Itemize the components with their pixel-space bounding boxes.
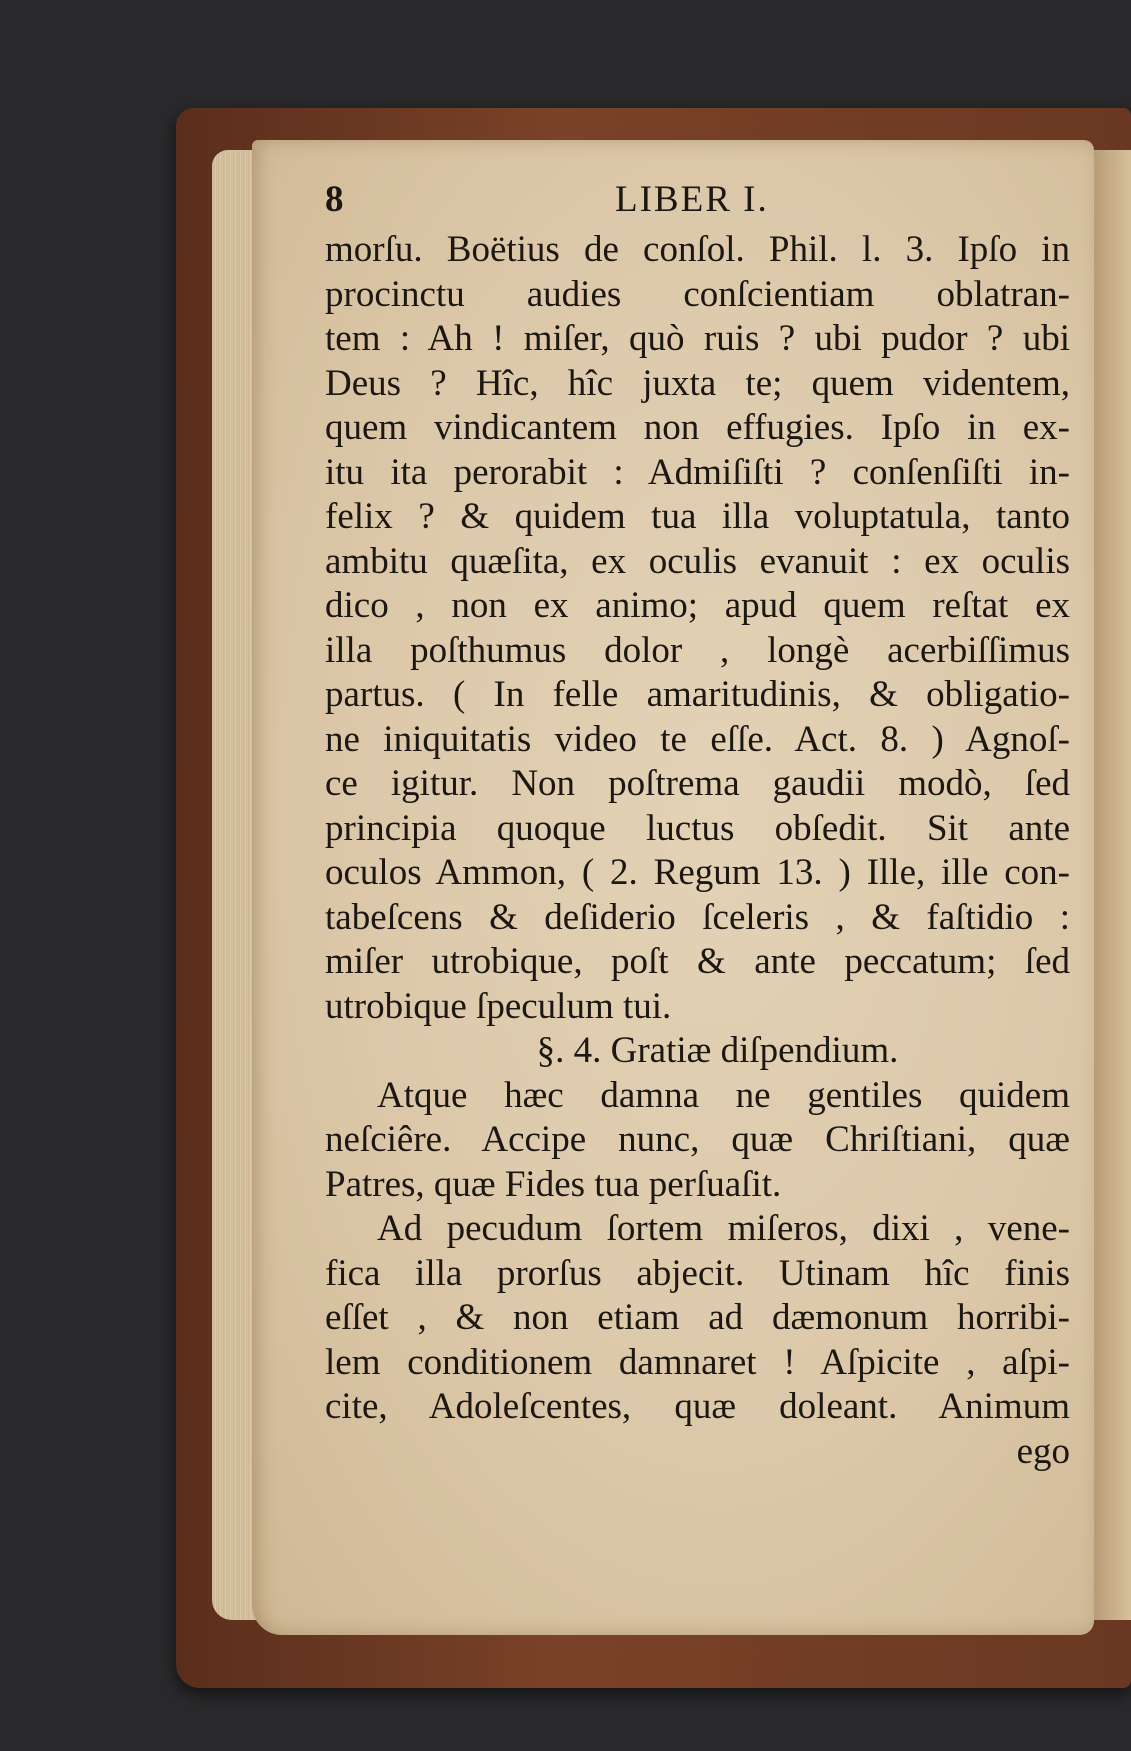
- text-line: procinctu audies conſcientiam oblatran-: [325, 273, 1070, 315]
- text-line: miſer utrobique, poſt & ante peccatum; ſed: [325, 941, 1070, 982]
- text-line: dico , non ex animo; apud quem reſtat ex: [325, 585, 1070, 626]
- section-heading: §. 4. Gratiæ diſpendium.: [536, 1030, 899, 1071]
- text-line: ce igitur. Non poſtrema gaudii modò, ſed: [325, 763, 1070, 804]
- text-line: Atque hæc damna ne gentiles quidem: [377, 1074, 1070, 1116]
- facing-page-edge: [1094, 150, 1131, 1620]
- text-line: cite, Adoleſcentes, quæ doleant. Animum: [325, 1386, 1070, 1427]
- catchword: ego: [1016, 1430, 1070, 1472]
- text-line: Deus ? Hîc, hîc juxta te; quem videntem,: [325, 362, 1070, 404]
- text-line: lem conditionem damnaret ! Aſpicite , aſpi-: [325, 1341, 1070, 1383]
- text-line: ambitu quæſita, ex oculis evanuit : ex oculis: [325, 540, 1070, 582]
- text-line: Ad pecudum ſortem miſeros, dixi , vene-: [377, 1208, 1070, 1249]
- text-line: fica illa prorſus abjecit. Utinam hîc finis: [325, 1252, 1070, 1294]
- page-text: [325, 178, 1070, 1474]
- text-line: utrobique ſpeculum tui.: [325, 985, 672, 1027]
- text-line: eſſet , & non etiam ad dæmonum horribi-: [325, 1297, 1070, 1338]
- text-line: principia quoque luctus obſedit. Sit ante: [325, 807, 1070, 849]
- text-line: ne iniquitatis video te eſſe. Act. 8. ) Agnoſ-: [325, 718, 1070, 760]
- text-line: itu ita perorabit : Admiſiſti ? conſenſiſti in-: [325, 451, 1070, 493]
- text-line: felix ? & quidem tua illa voluptatula, tanto: [325, 496, 1070, 537]
- text-line: tem : Ah ! miſer, quò ruis ? ubi pudor ? ubi: [325, 318, 1070, 359]
- text-line: quem vindicantem non effugies. Ipſo in ex-: [325, 407, 1070, 448]
- text-line: neſciêre. Accipe nunc, quæ Chriſtiani, quæ: [325, 1119, 1070, 1160]
- text-line: Patres, quæ Fides tua perſuaſit.: [325, 1163, 782, 1205]
- text-line: tabeſcens & deſiderio ſceleris , & faſtidio :: [325, 896, 1070, 938]
- text-line: oculos Ammon, ( 2. Regum 13. ) Ille, ille con-: [325, 852, 1070, 893]
- text-line: partus. ( In felle amaritudinis, & obligatio-: [325, 674, 1070, 715]
- text-line: morſu. Boëtius de conſol. Phil. l. 3. Ipſo in: [325, 229, 1070, 270]
- page-header: [325, 178, 1070, 228]
- text-line: illa poſthumus dolor , longè acerbiſſimus: [325, 629, 1070, 671]
- page-number: 8: [325, 179, 344, 220]
- running-title: LIBER I.: [615, 179, 769, 220]
